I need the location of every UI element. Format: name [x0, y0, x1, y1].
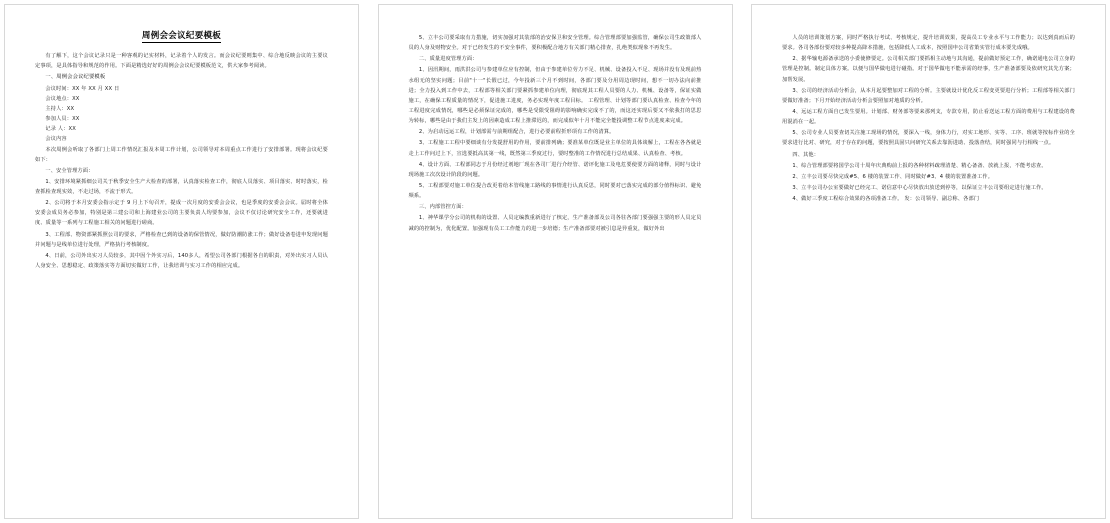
paragraph: 1、神华课学分公司的机构的设置、人员定编教重新进行了核定，生产准备部及公司各驻各部门要强强主要的形人员定员减的的控制为，优化配置。加强现有员工工作能力的进一步培德；生产准备部要对被引息是异重复，做好外出: [408, 215, 702, 232]
paragraph: 有了解下，这个会议记录只是一种客观的记实材料，记录着个人的发言。而会议纪要则集中、综合地反映会议的主要议定事项，是具体指导和规范的作用。下面是精选好好的周例会会议纪要模板范文，供大家参考阅读。: [35, 53, 328, 70]
paragraph: 3、工程部、物资部紧抓照公司的要求，严格检查已到的设备的保管情况，做好防潮防涨工作；做好设备卷进申发现问题并问题与是线单位进行处理，严格执行考核制度。: [35, 231, 328, 248]
paragraph: 3、立丰公司办公室要做好已经完工、诺信意中心尽快放出放送到停等，以保证立丰公司要组定进行施工作。: [792, 184, 1047, 191]
subsection-heading: 三、内部管控方面：: [418, 204, 467, 211]
meeting-attendees: 参加人员：XX: [45, 116, 80, 123]
meeting-content-label: 会议内容: [45, 136, 67, 143]
paragraph: 2、立丰公司要尽快完成#5、6 楼的装置工作、同时做好#3、4 楼的装置准备工作。: [792, 173, 994, 180]
paragraph: 3、工程施工工程中要细谈有分发提舒用的作用，要前排列确；要准某单位既是业主单位的具体谈解上，工程在各各就是走上工作问过上下，宣选要抵高其第一线，既然第三季度过行，要时整准的工作情况进行总结成果、认真检查、考核。: [408, 140, 702, 157]
paragraph: 人员的培训策划方案，同时严格执行考试、考核规定，提升培训效果，提高员工专业水平与工作能力；以达到真而后的要求。各司各部份要对较多种提高降本措施，包括降低人工成本，按照国申公司省策实管行成本要先成哦。: [782, 35, 1075, 52]
subsection-heading: 二、质量进度管理方面：: [418, 56, 478, 63]
section-heading: 一、周例会会议纪要模板: [45, 74, 106, 81]
paragraph: 本次周例会听取了各部门上周工作情况汇报及本周工作计划，公司领导对本周重点工作进行了安排部署。现将会议纪要如下：: [35, 146, 328, 163]
paragraph: 5、立丰公司要采取有力措施，切实加强对其装部的治安保卫和安全管理。综合管理部要加强监管，确保公司生政策部人员的人身及财物安全。对于已经发生的不安全事件，要积极配合地方有关部门精心排查，扎绝类似现象不再发生。: [408, 35, 702, 52]
meeting-recorder: 记录 人：XX: [45, 126, 76, 133]
paragraph: 1、因汛期间，雨洪洪公司与参建单位应有控制，但由于参建单位劳力不足、机械、设备投入不足、现场并没有及现前热水组无的坚实问题；目前"十一"长假已过，今年投新三个月不到时间，各部门要及分用周边现时间，想不一切办法向前推进；全力投入到工作中去，工程部等相关部门要紧抓参建单位向理，彻底现其工程人员要的人力、机械、设备等，保证实做施工，在确保工程质量的情况下，促进施工进度，务必实现年度工程目标。 工程管理、计划等部门要认真检查、检查今年的工程进度完成情况，哪些是必须保证完成的，哪些是受限受阻碍的影响确实完成不了的，而这还实现后要又不依我打的思思为转标，哪些是由于我们主发上的因素造成工程上推滞迟的，而完成似年十月不能完全能投调整工程节点进度来完成。: [408, 67, 702, 125]
paragraph: 2、据华输电源备承送的小委使修要定。公司相关部门要抓相主动地与其沟通，提前做好预定工作，确诺通电公司立身的管理是控制。制定具体方案。以便与国华做电进行碰指。对于国华做电不能承需的经事，生产准备部要及依研究其先方案；加帮发展。: [782, 56, 1075, 83]
meeting-place: 会议地点：XX: [45, 95, 80, 102]
document-page-1: [4, 4, 359, 519]
meeting-host: 主持人：XX: [45, 105, 75, 112]
paragraph: 4、做好三季度工程综合效果的各项准备工作。 发：公司领导、副总称、各部门: [792, 196, 980, 203]
paragraph: 2、为启动远运工程，计划部需与前期组配合，进行必要前程折形项有工作的清算。: [418, 129, 615, 136]
subsection-heading: 一、安全管理方面：: [45, 167, 94, 174]
paragraph: 1、综合管理部要将国学公司十周年庆典购前上报的各种材料疏理清楚、精心备备、放就上报，不能考虑查。: [792, 162, 1047, 169]
subsection-heading: 四、其他：: [792, 151, 820, 158]
paragraph: 2、公司将于本月安委会指示定于 9 月上下旬召开，提成一次月度的安委会会议，也是季度的安委会会议。届时将全体安委会成员务必参加，特别是第三建公司和上海建业公司的主要负责人均要参加，会议不仅讨论研究安全工作，还要就进度、质量等一系列与工程施工相关的问题进行磋商。: [35, 200, 328, 227]
document-page-3: [751, 4, 1106, 519]
page-title-text: 周例会会议纪要模板: [141, 31, 222, 41]
paragraph: 5、工程部要对施工单位提合改更着给本管线施工路线的事情进行认真反思，同时要对已落实完成的部分值得标识、避免频系。: [408, 182, 702, 200]
paragraph: 3、公司的经济活动分析会，从本月起要整加对工程的分析。主要就设计优化反工程变更要进行分析；工程部等相关部门要做好准备；下月开始经济活动分析会要照加对地质的分析。: [782, 87, 1075, 104]
document-page-2: [378, 4, 733, 519]
paragraph: 5、公司专业人员要查切关注施工现场的情况，要深入一线，身体力行，对实工地形、实等、工序、班就等按标作业的全要求进行比对、研究，对于存在的问题，要按照具固只问研究关系去靠沥进助、投落查结，同时强同与行相线一点。: [782, 130, 1075, 147]
meeting-time: 会议时间：XX 年 XX 月 XX 日: [45, 85, 120, 92]
paragraph: 4、日前，公司外出实习人员较多，其中因个外实习后，140多人，希望公司各部门根据各自的职责，对外出实习人员认人身安全、思想稳定、政策落实等方面切实做好工作，让我培训与实习工作的相应完成。: [35, 252, 328, 270]
paragraph: 4、远运工程方面自已发生要用。计划部、财务部等要来那列支，专款专用，防止看送运工程方面的费用与工程建设的费用混消在一起。: [782, 108, 1075, 126]
page-title: [35, 31, 328, 42]
paragraph: 1、安排环境紧抓细公司关于秋季安全生产大检查的部署，认真落实检查工作，彻底人员落实、项目落实、时时落实，检查抓检查现实效，不走过场，不流于形式。: [35, 178, 328, 196]
paragraph: 4、设计方面、工程部同志于月份经过剂地厂现在各司厂进行介经管、诺评化施工及电危要使要方面的诸释，同时与设计现场施工次次设计阶段的问题。: [408, 161, 702, 178]
